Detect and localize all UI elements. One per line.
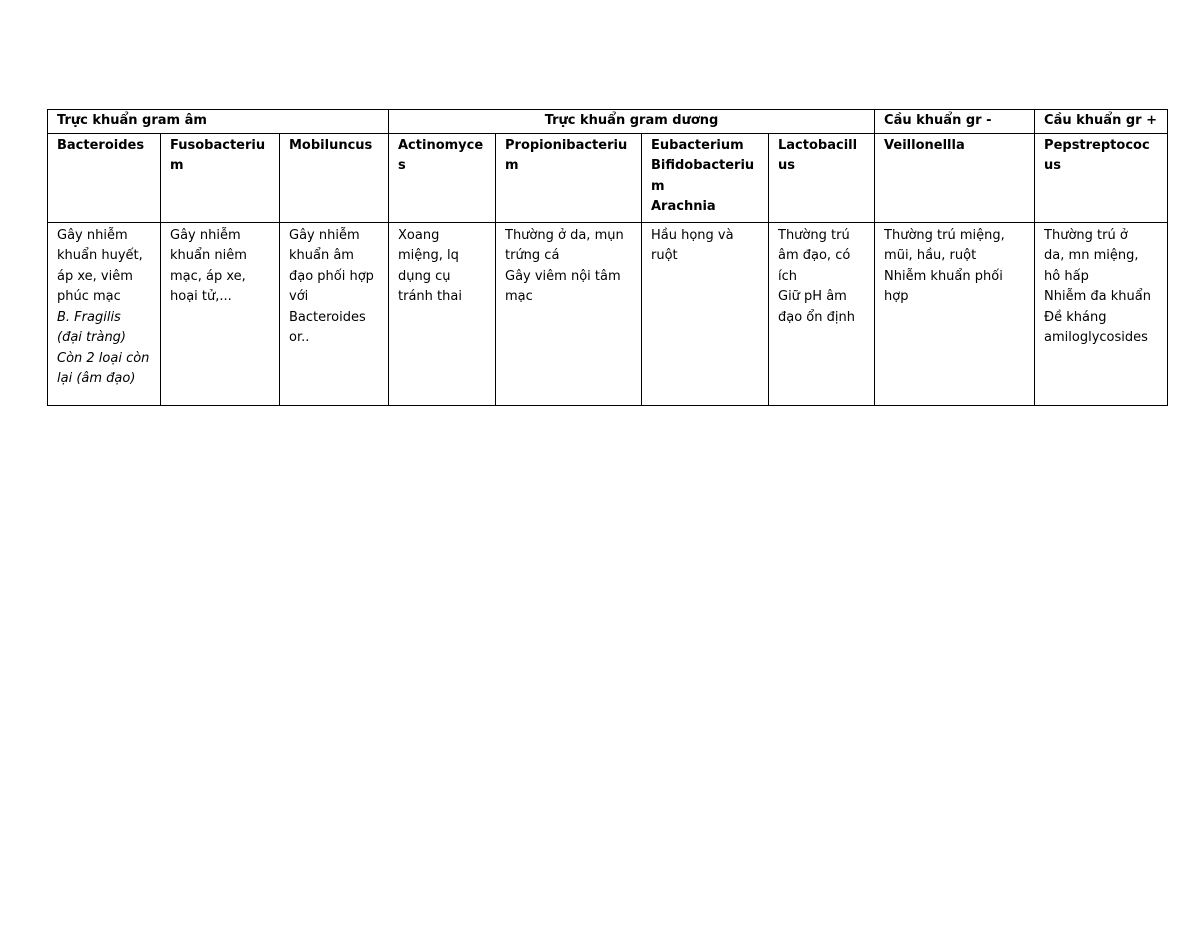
genus-cell <box>1035 133 1168 222</box>
description-line: phúc mạc <box>57 289 121 304</box>
description-line: or.. <box>289 330 310 345</box>
genus-cell <box>642 133 769 222</box>
description-line: áp xe, viêm <box>57 268 133 284</box>
genus-name: Veillonellla <box>884 137 965 153</box>
description-cell <box>389 222 496 405</box>
group-gram-negative-cocci: Cầu khuẩn gr - <box>875 110 1035 134</box>
description-cell <box>496 222 642 405</box>
description-line: khuẩn niêm <box>170 248 247 263</box>
genus-name: Mobiluncus <box>289 137 373 153</box>
genus-name: Propionibacterium <box>505 137 628 173</box>
description-line: khuẩn huyết, <box>57 248 143 263</box>
description-line: hô hấp <box>1044 268 1089 284</box>
description-line: hoại tử,... <box>170 289 232 304</box>
description-line: Thường trú miệng, <box>884 227 1005 243</box>
description-note-line: lại (âm đạo) <box>57 371 136 386</box>
description-line: ích <box>778 268 797 284</box>
description-line: miệng, lq <box>398 248 459 263</box>
description-line: trứng cá <box>505 248 560 263</box>
bacteria-table <box>47 109 1168 406</box>
description-line: mạc, áp xe, <box>170 268 246 284</box>
description-line: Nhiễm đa khuẩn <box>1044 289 1151 304</box>
description-cell <box>1035 222 1168 405</box>
description-line: amiloglycosides <box>1044 330 1148 345</box>
description-cell <box>48 222 161 405</box>
description-line: Gây viêm nội tâm <box>505 268 621 284</box>
description-line: Gây nhiễm <box>289 227 360 243</box>
description-note-line: B. Fragilis <box>57 309 121 325</box>
group-header-row <box>48 110 1168 134</box>
description-row <box>48 222 1168 405</box>
genus-name: Bifidobacterium <box>651 158 755 194</box>
group-gram-positive-cocci: Cầu khuẩn gr + <box>1035 110 1168 134</box>
description-line: Thường trú ở <box>1044 227 1128 243</box>
description-line: dụng cụ <box>398 268 451 284</box>
genus-cell <box>389 133 496 222</box>
description-line: Giữ pH âm <box>778 289 847 304</box>
description-line: Nhiễm khuẩn phối <box>884 268 1003 284</box>
description-line: Hầu họng và <box>651 227 734 243</box>
genus-name: Bacteroides <box>57 137 145 153</box>
description-line: mũi, hầu, ruột <box>884 248 977 263</box>
genus-cell <box>496 133 642 222</box>
description-note-line: Còn 2 loại còn <box>57 350 150 366</box>
genus-cell <box>161 133 280 222</box>
description-cell <box>642 222 769 405</box>
description-line: Đề kháng <box>1044 309 1107 325</box>
description-line: tránh thai <box>398 289 462 304</box>
description-line: Thường ở da, mụn <box>505 227 624 243</box>
description-line: mạc <box>505 289 533 304</box>
description-line: đạo phối hợp <box>289 268 374 284</box>
genus-cell <box>48 133 161 222</box>
description-cell <box>875 222 1035 405</box>
description-line: hợp <box>884 289 909 304</box>
description-line: đạo ổn định <box>778 309 855 325</box>
description-line: Xoang <box>398 227 440 243</box>
description-line: Bacteroides <box>289 309 366 325</box>
description-line: da, mn miệng, <box>1044 248 1139 263</box>
description-line: Gây nhiễm <box>57 227 128 243</box>
genus-name: Lactobacillus <box>778 137 858 173</box>
description-note-line: (đại tràng) <box>57 330 127 345</box>
group-gram-negative-bacilli: Trực khuẩn gram âm <box>48 110 389 134</box>
genus-name: Fusobacterium <box>170 137 266 173</box>
genus-name: Eubacterium <box>651 137 744 153</box>
genus-cell <box>280 133 389 222</box>
description-line: âm đạo, có <box>778 248 851 263</box>
genus-name: Arachnia <box>651 199 716 214</box>
description-cell <box>280 222 389 405</box>
description-cell <box>161 222 280 405</box>
genus-name: Pepstreptococus <box>1044 137 1150 173</box>
description-line: ruột <box>651 248 678 263</box>
description-cell <box>769 222 875 405</box>
description-line: khuẩn âm <box>289 248 354 263</box>
description-line: Gây nhiễm <box>170 227 241 243</box>
description-line: Thường trú <box>778 227 850 243</box>
genus-cell <box>769 133 875 222</box>
group-gram-positive-bacilli: Trực khuẩn gram dương <box>389 110 875 134</box>
genus-name: Actinomyces <box>398 137 484 173</box>
genus-cell <box>875 133 1035 222</box>
genus-header-row <box>48 133 1168 222</box>
description-line: với <box>289 289 309 304</box>
